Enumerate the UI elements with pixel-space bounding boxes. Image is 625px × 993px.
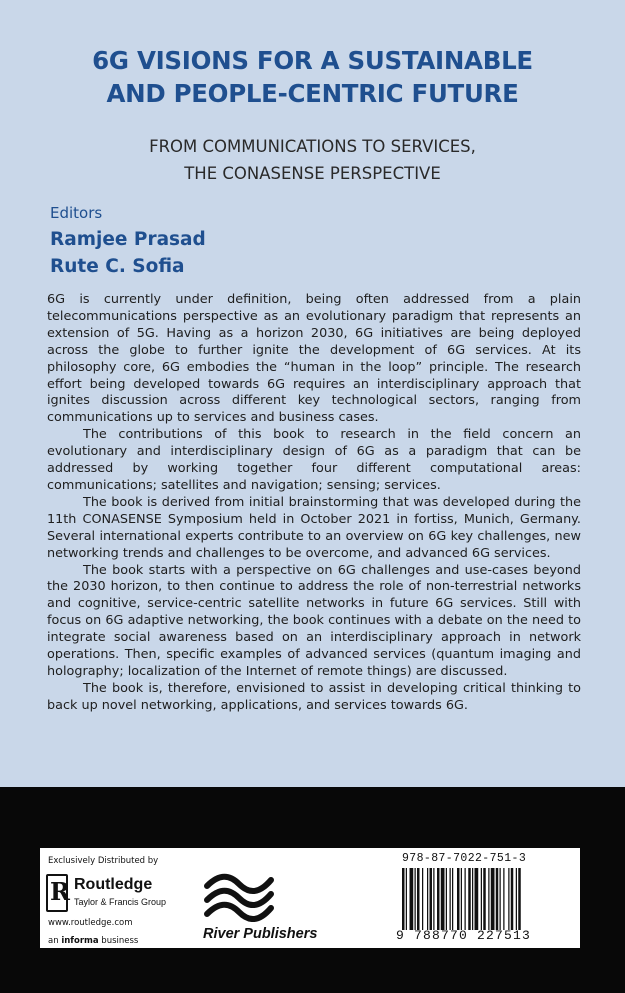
- publisher-panel: [195, 848, 390, 948]
- description-paragraph-1: 6G is currently under definition, being often addressed from a plain telecommunications perspective as an evolutionary paradigm that represents an extension of 5G. Having as a horizon 2030, 6G initiatives are being deployed across the globe to further ignite the development of 6G services. At its philosophy core, 6G embodies the “human in the loop” principle. The research effort being developed towards 6G requires an interdisciplinary approach that ignites discussion across different key technological sectors, ranging from communications up to services and business cases.: [47, 292, 581, 426]
- book-description: [47, 292, 581, 715]
- distributor-website: www.routledge.com: [48, 918, 133, 928]
- editor-name-1: Ramjee Prasad: [50, 229, 206, 250]
- barcode-panel: [390, 848, 580, 948]
- distributor-group: Taylor & Francis Group: [74, 897, 167, 907]
- publisher-name: River Publishers: [203, 926, 318, 942]
- routledge-logo-icon: R: [46, 874, 68, 912]
- description-paragraph-2: The contributions of this book to research in the field concern an evolutionary and interdisciplinary design of 6G as a paradigm that can be addressed by working together four different computational areas: communications; satellites and navigation; sensing; services.: [47, 427, 581, 493]
- distributor-panel: [40, 848, 195, 948]
- book-title-line-1: 6G VISIONS FOR A SUSTAINABLE: [92, 46, 533, 75]
- description-paragraph-3: The book is derived from initial brainstorming that was developed during the 11th CONASENSE Symposium held in October 2021 in fortiss, Munich, Germany. Several international experts contribute to an overview on 6G key challenges, new networking trends and challenges to be overcome, and advanced 6G services.: [47, 494, 581, 561]
- barcode-icon: [402, 868, 568, 930]
- editors-label: Editors: [50, 204, 103, 222]
- book-subtitle-line-2: THE CONASENSE PERSPECTIVE: [184, 164, 441, 183]
- book-subtitle-line-1: FROM COMMUNICATIONS TO SERVICES,: [149, 137, 476, 156]
- isbn-bottom-text: 9 788770 227513: [396, 928, 532, 943]
- isbn-top-text: 978-87-7022-751-3: [402, 852, 527, 865]
- informa-tagline: an informa business: [48, 936, 139, 946]
- book-title: [0, 44, 625, 110]
- book-title-line-2: AND PEOPLE-CENTRIC FUTURE: [106, 79, 519, 108]
- description-paragraph-4: The book starts with a perspective on 6G challenges and use-cases beyond the 2030 horizon, to then continue to address the role of non-terrestrial networks and cognitive, service-centric satellite networks in future 6G services. Still with focus on 6G adaptive networking, the book continues with a debate on the need to integrate social awareness based on an interdisciplinary approach in network operations. Then, specific examples of advanced services (quantum imaging and holography; localization of the Internet of remote things) are discussed.: [47, 562, 581, 679]
- distributor-label: Exclusively Distributed by: [48, 856, 159, 866]
- editor-name-2: Rute C. Sofia: [50, 256, 185, 277]
- river-waves-icon: [203, 872, 275, 922]
- description-paragraph-5: The book is, therefore, envisioned to assist in developing critical thinking to back up novel networking, applications, and services towards 6G.: [47, 680, 581, 713]
- book-subtitle: [0, 133, 625, 187]
- distributor-name: Routledge: [74, 876, 153, 893]
